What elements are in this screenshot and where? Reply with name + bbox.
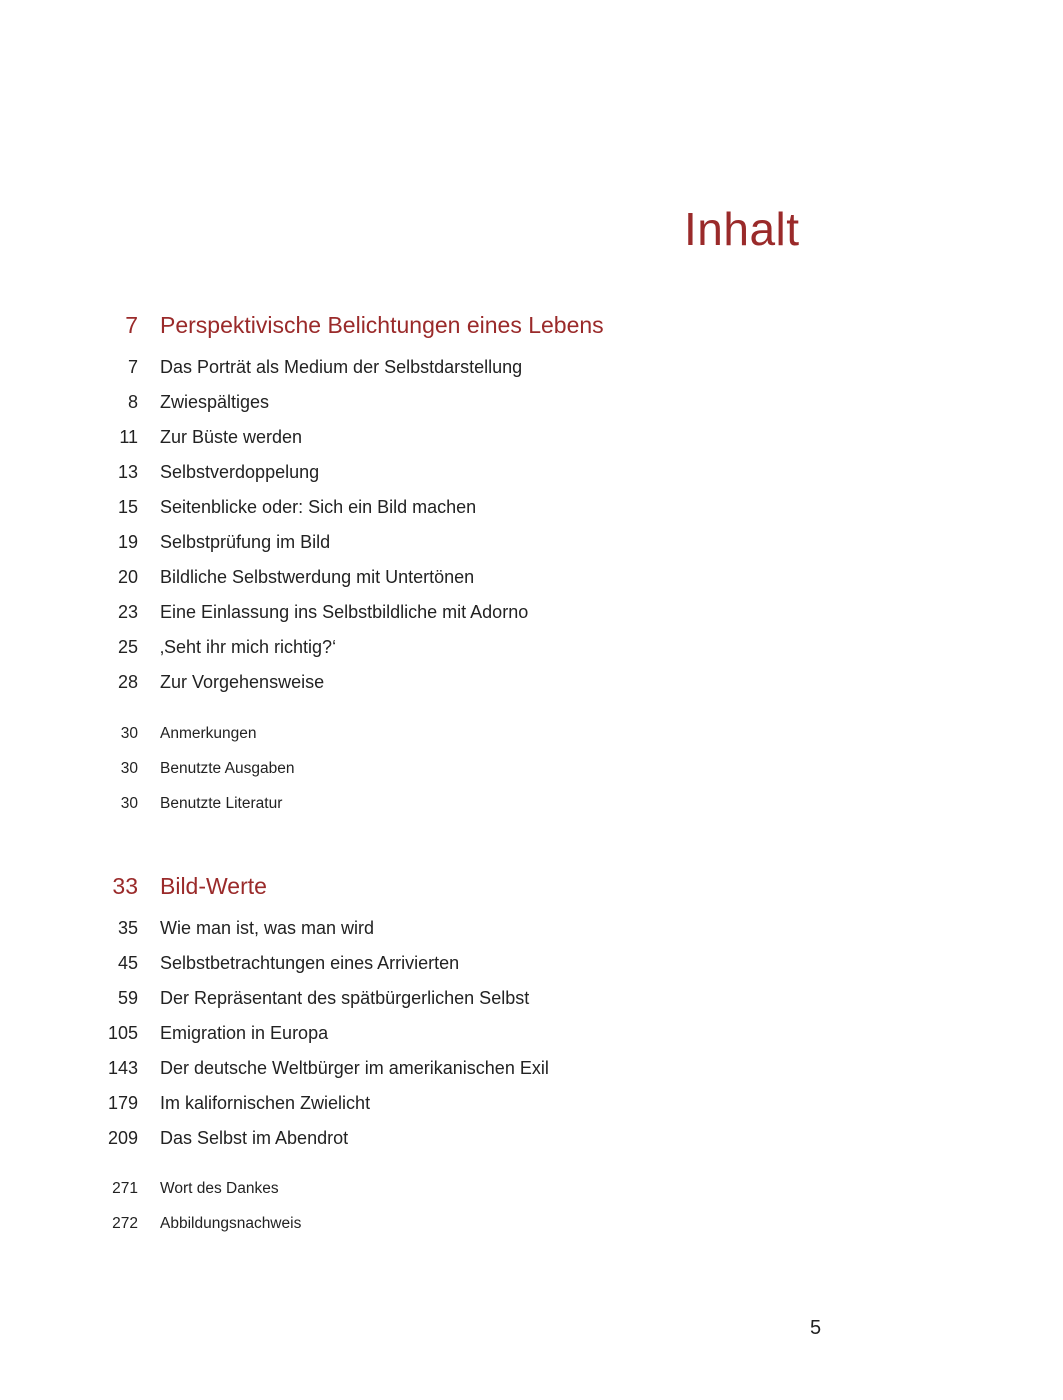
toc-entry-page: 35	[117, 918, 138, 938]
toc-entry-page: 45	[117, 953, 138, 973]
toc-entry	[0, 527, 900, 557]
toc-appendix-entry	[0, 1174, 900, 1204]
toc-entry	[0, 352, 900, 382]
toc-entry-title: Das Porträt als Medium der Selbstdarstellung	[160, 357, 523, 377]
toc-entry-page: 271	[112, 1180, 138, 1197]
toc-entry-page: 28	[117, 672, 138, 692]
toc-entry	[0, 597, 900, 627]
toc-chapter-heading	[0, 871, 900, 901]
toc-entry-page: 30	[120, 725, 138, 742]
toc-entry-title: Abbildungsnachweis	[160, 1215, 302, 1232]
toc-entry-title: Eine Einlassung ins Selbstbildliche mit Adorno	[160, 602, 529, 622]
toc-entry-title: Im kalifornischen Zwielicht	[160, 1093, 371, 1113]
toc-entry-title: Zur Vorgehensweise	[160, 672, 325, 692]
toc-entry-page: 272	[112, 1215, 138, 1232]
toc-chapter-title: Bild-Werte	[160, 873, 267, 899]
toc-entry	[0, 387, 900, 417]
toc-appendix-entry	[0, 789, 900, 819]
toc-entry-title: Anmerkungen	[160, 725, 257, 742]
toc-entry	[0, 422, 900, 452]
toc-entry	[0, 1053, 900, 1083]
toc-chapter-page: 7	[125, 312, 138, 338]
toc-entry-title: Zur Büste werden	[160, 427, 303, 447]
toc-entry-page: 105	[107, 1023, 138, 1043]
toc-entry	[0, 983, 900, 1013]
toc-entry	[0, 1088, 900, 1118]
toc-entry-page: 209	[107, 1128, 138, 1148]
toc-entry	[0, 913, 900, 943]
toc-entry-page: 7	[127, 357, 138, 377]
toc-entry	[0, 562, 900, 592]
page-title: Inhalt	[684, 202, 800, 255]
toc-entry-page: 143	[107, 1058, 138, 1078]
toc-entry-page: 13	[117, 462, 138, 482]
toc-entry-page: 11	[119, 427, 138, 447]
toc-chapter-page: 33	[112, 873, 138, 899]
toc-entry-title: Selbstprüfung im Bild	[160, 532, 331, 552]
toc-entry	[0, 948, 900, 978]
toc-appendix-entry	[0, 754, 900, 784]
toc-entry-title: Selbstverdoppelung	[160, 462, 320, 482]
toc-entry-page: 8	[127, 392, 138, 412]
toc-entry-page: 25	[117, 637, 138, 657]
toc-entry-title: Emigration in Europa	[160, 1023, 329, 1043]
page-number: 5	[810, 1317, 822, 1339]
toc-entry	[0, 632, 900, 662]
toc-entry	[0, 457, 900, 487]
toc-entry-title: Der Repräsentant des spätbürgerlichen Selbst	[160, 988, 530, 1008]
toc-entry-title: Zwiespältiges	[160, 392, 270, 412]
toc-entry-page: 20	[117, 567, 138, 587]
toc-chapter-heading	[0, 310, 900, 340]
toc-entry-title: Selbstbetrachtungen eines Arrivierten	[160, 953, 460, 973]
toc-entry-page: 23	[117, 602, 138, 622]
toc-appendix-entry	[0, 719, 900, 749]
toc-entry-title: Benutzte Ausgaben	[160, 760, 295, 777]
toc-entry-title: Seitenblicke oder: Sich ein Bild machen	[160, 497, 477, 517]
toc-entry	[0, 1123, 900, 1153]
toc-chapter-title: Perspektivische Belichtungen eines Lebens	[160, 312, 604, 338]
toc-entry-page: 30	[120, 760, 138, 777]
toc-entry-title: Das Selbst im Abendrot	[160, 1128, 349, 1148]
toc-entry-title: Wie man ist, was man wird	[160, 918, 375, 938]
toc-entry-title: Wort des Dankes	[160, 1180, 279, 1197]
toc-entry-title: Benutzte Literatur	[160, 795, 283, 812]
toc-entry	[0, 667, 900, 697]
toc-entry-page: 179	[107, 1093, 138, 1113]
toc-entry-page: 59	[117, 988, 138, 1008]
toc-entry-title: ‚Seht ihr mich richtig?‘	[160, 637, 337, 657]
toc-entry-title: Bildliche Selbstwerdung mit Untertönen	[160, 567, 475, 587]
toc-entry-title: Der deutsche Weltbürger im amerikanischen Exil	[160, 1058, 549, 1078]
toc-entry-page: 19	[117, 532, 138, 552]
toc-entry	[0, 492, 900, 522]
toc-appendix-entry	[0, 1209, 900, 1239]
toc-entry-page: 15	[117, 497, 138, 517]
toc-entry-page: 30	[120, 795, 138, 812]
toc-entry	[0, 1018, 900, 1048]
